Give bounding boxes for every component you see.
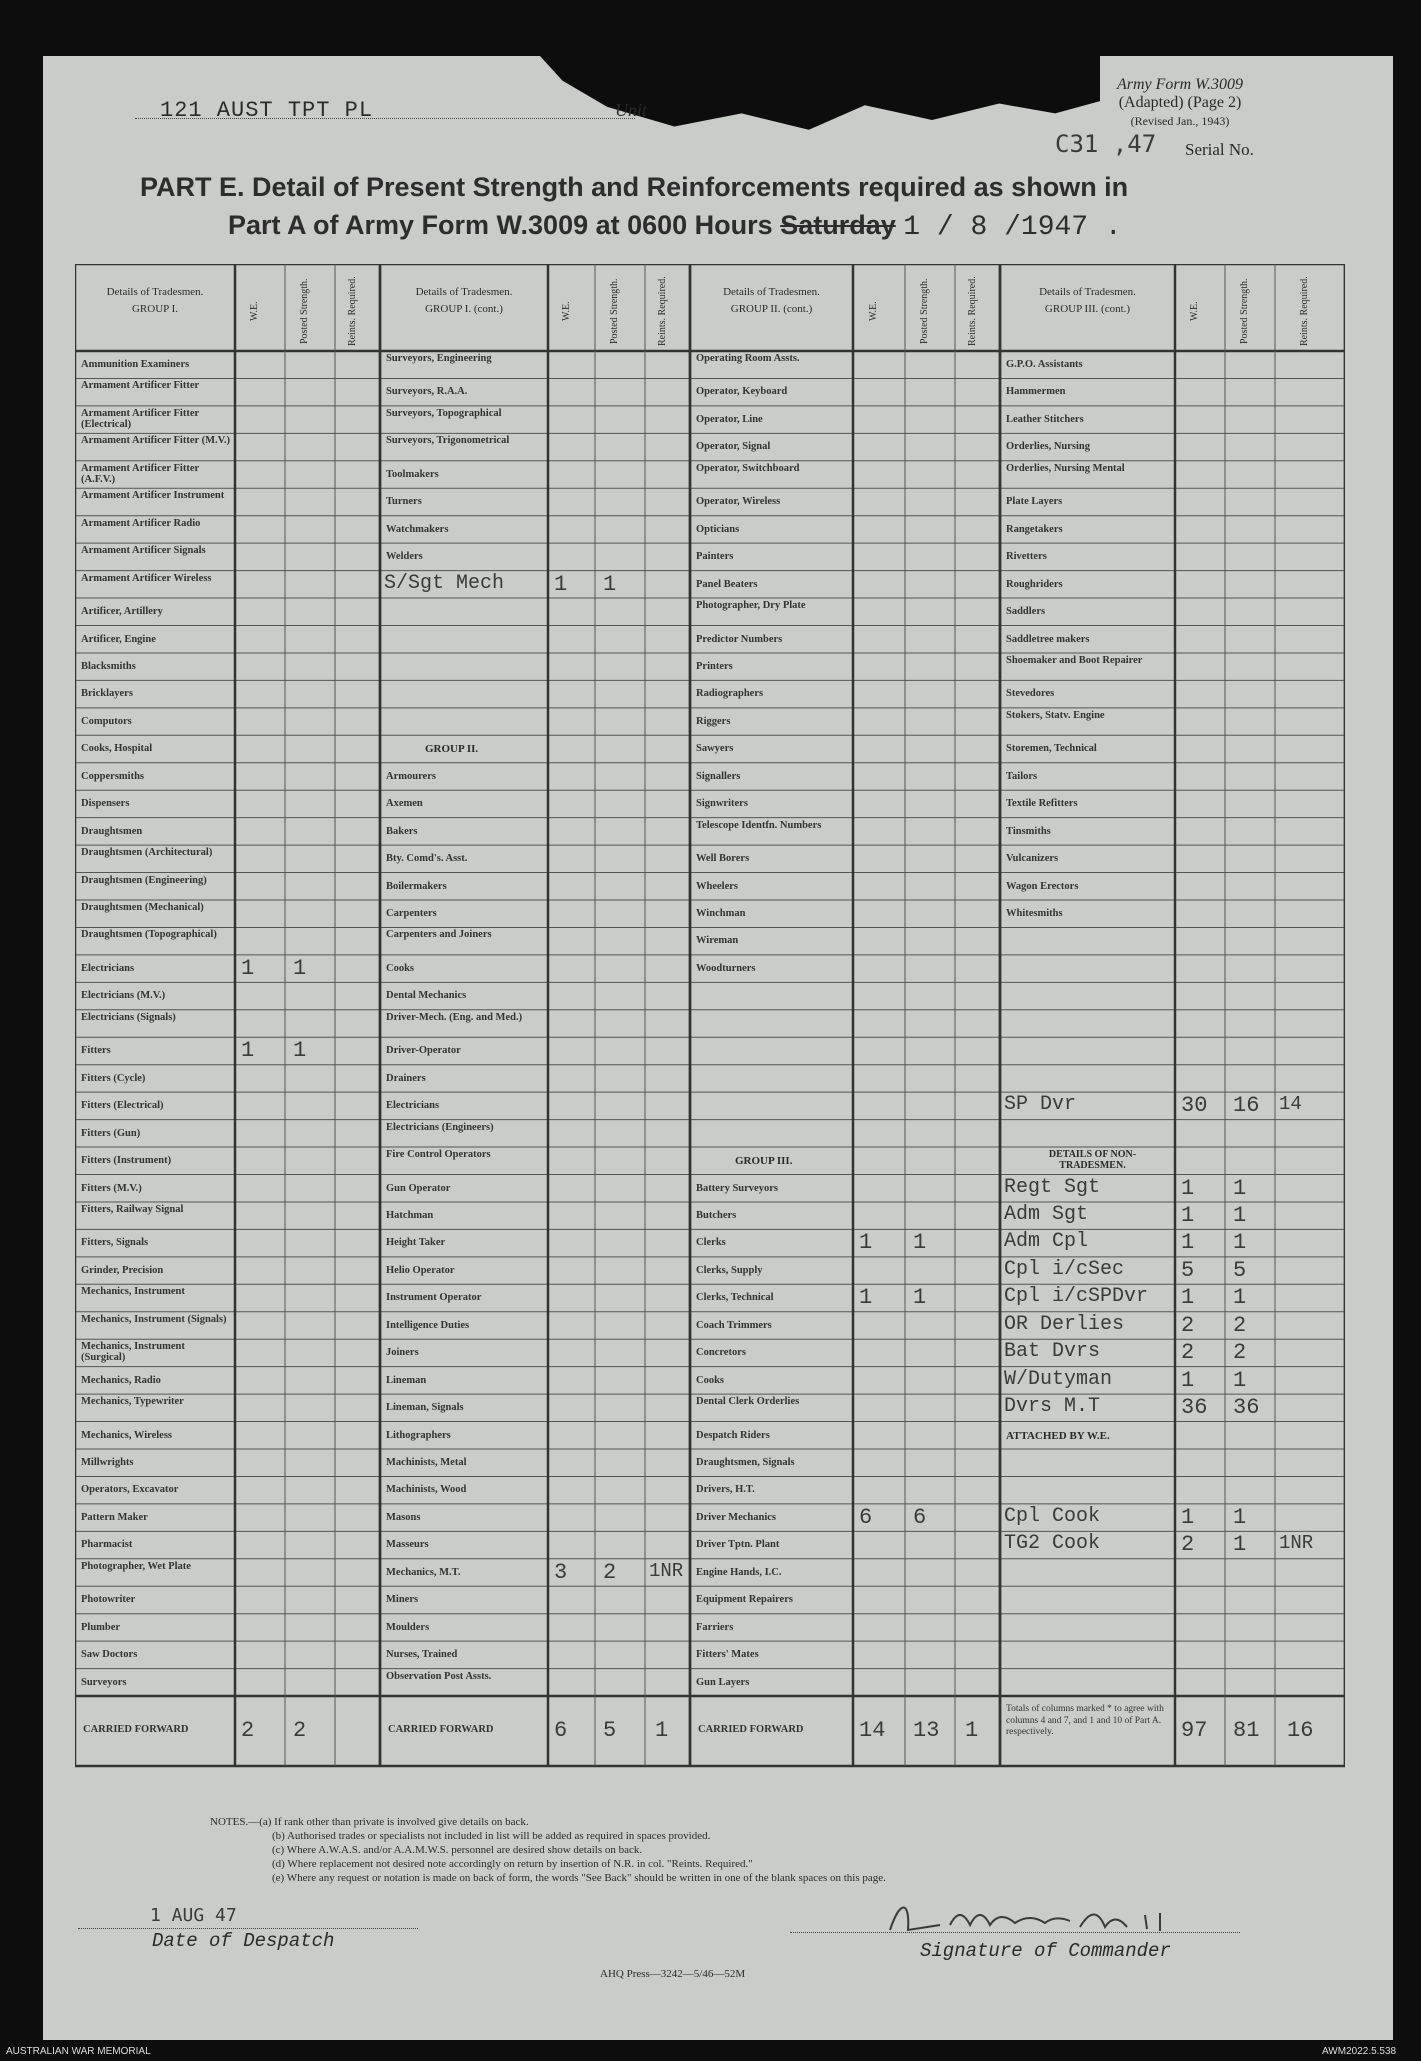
trade-label: Concretors [696, 1347, 746, 1359]
trade-label: Drainers [386, 1072, 426, 1084]
column-header-reinf: Reints. Required. [656, 276, 668, 346]
entry-posted: 2 [1233, 1340, 1247, 1366]
trade-label: Vulcanizers [1006, 853, 1059, 865]
trade-label: Stevedores [1006, 688, 1055, 700]
entry-trade: SP Dvr [1004, 1093, 1077, 1117]
trade-label: Signallers [696, 770, 741, 782]
trade-label: Draughtsmen [81, 825, 143, 837]
column-header-we: W.E. [868, 301, 879, 321]
details-heading: Details of Tradesmen. [415, 286, 513, 298]
trade-label: Photowriter [81, 1594, 136, 1606]
trade-label: Despatch Riders [696, 1429, 770, 1441]
trade-label: Hammermen [1006, 386, 1066, 398]
trade-label: Battery Surveyors [696, 1182, 778, 1194]
trade-label: Opticians [696, 523, 740, 535]
form-revised: (Revised Jan., 1943) [1130, 114, 1230, 128]
trade-label: Fitters (M.V.) [81, 1182, 142, 1194]
despatch-date: 1 AUG 47 [150, 1905, 237, 1926]
trade-label: Predictor Numbers [696, 633, 783, 645]
note-line: (e) Where any request or notation is made on back of form, the words "See Back" should be written in one of the blank spaces on this page. [272, 1872, 886, 1884]
trade-label: Draughtsmen (Mechanical) [81, 902, 204, 913]
entry-posted: 6 [913, 1504, 927, 1530]
form-identifier [1080, 76, 1280, 130]
entry-posted: 1 [293, 955, 307, 981]
entry-we: 1 [1181, 1285, 1195, 1311]
entry-posted: 1 [1233, 1367, 1247, 1393]
trade-label: Well Borers [696, 853, 750, 865]
trade-label: Surveyors, R.A.A. [386, 386, 468, 398]
entry-we: 1 [1181, 1175, 1195, 1201]
total-reinf: 16 [1287, 1718, 1314, 1744]
group-heading: GROUP I. [131, 303, 179, 315]
entry-we: 2 [1181, 1532, 1195, 1558]
details-heading: Details of Tradesmen. [1039, 286, 1136, 298]
entry-reinf: 1NR [1279, 1532, 1314, 1555]
trade-label: Tinsmiths [1006, 825, 1051, 837]
trade-label: Wheelers [696, 880, 738, 892]
trade-label: Operator, Line [696, 413, 763, 425]
trade-label: Driver-Operator [386, 1045, 461, 1057]
note-line: (b) Authorised trades or specialists not included in list will be added as required in spaces provided. [272, 1830, 711, 1842]
trade-label: Carpenters and Joiners [386, 929, 492, 941]
trade-label: Gun Operator [386, 1182, 451, 1194]
trade-label: Driver Tptn. Plant [696, 1539, 780, 1551]
total-reinf: 1 [655, 1718, 669, 1744]
trade-label: Axemen [386, 798, 423, 810]
trade-label: Masseurs [386, 1539, 429, 1551]
column-header-reinf: Reints. Required. [966, 276, 978, 346]
title-prefix: Part A of Army Form W.3009 at 0600 Hours [228, 210, 773, 240]
group-heading: GROUP II. (cont.) [730, 303, 813, 315]
entry-posted: 16 [1233, 1093, 1260, 1119]
entry-posted: 1 [1233, 1504, 1247, 1530]
carried-forward-label: CARRIED FORWARD [698, 1724, 804, 1736]
trade-label: Electricians [81, 962, 135, 974]
trade-label: Mechanics, Instrument (Signals) [81, 1313, 227, 1325]
trade-label: Tailors [1006, 770, 1038, 782]
trade-label: Instrument Operator [386, 1292, 482, 1304]
entry-trade: S/Sgt Mech [384, 571, 505, 595]
trade-label: Electricians (M.V.) [81, 990, 166, 1002]
entry-we: 1 [1181, 1504, 1195, 1530]
entry-posted: 36 [1233, 1395, 1260, 1421]
entry-we: 1 [554, 571, 568, 597]
entry-trade: Regt Sgt [1004, 1175, 1101, 1199]
total-posted: 5 [603, 1718, 617, 1744]
trade-label: Wagon Erectors [1006, 880, 1079, 892]
entry-reinf: 14 [1279, 1093, 1302, 1116]
form-title-line2 [228, 210, 1122, 243]
trade-label: Painters [696, 551, 734, 563]
trade-label: Pattern Maker [81, 1511, 148, 1523]
trade-label: Clerks, Technical [696, 1292, 774, 1304]
trade-label: Fire Control Operators [386, 1149, 491, 1161]
trade-label: Rivetters [1006, 551, 1047, 563]
trade-label: Plate Layers [1006, 496, 1063, 508]
trade-label: Driver-Mech. (Eng. and Med.) [386, 1011, 523, 1023]
entry-posted: 2 [603, 1559, 617, 1585]
trade-label: Surveyors [81, 1676, 127, 1688]
trade-label: Turners [386, 496, 422, 508]
entry-we: 1 [859, 1285, 873, 1311]
trade-label: Armament Artificer Fitter (Electrical) [81, 407, 199, 430]
trade-label: Farriers [696, 1621, 734, 1633]
trade-label: Dispensers [81, 798, 130, 810]
column-header-posted: Posted Strength. [609, 278, 620, 344]
total-posted: 81 [1233, 1718, 1260, 1744]
serial-number: C31 ,47 [1055, 130, 1157, 158]
entry-trade: Bat Dvrs [1004, 1340, 1101, 1364]
trade-label: Lineman, Signals [386, 1402, 464, 1414]
entry-posted: 1 [603, 571, 617, 597]
column-header-details [1008, 286, 1167, 316]
trade-label: Draughtsmen, Signals [696, 1457, 795, 1468]
trade-label: Welders [386, 551, 423, 563]
trade-label: Plumber [81, 1621, 121, 1633]
trade-label: Saddlers [1006, 606, 1046, 618]
signature-label: Signature of Commander [920, 1940, 1171, 1962]
total-posted: 13 [913, 1718, 940, 1744]
trade-label: Mechanics, Instrument (Surgical) [81, 1341, 185, 1364]
trade-label: Fitters, Signals [81, 1237, 149, 1249]
column-header-reinf: Reints. Required. [346, 276, 358, 346]
entry-posted: 5 [1233, 1257, 1247, 1283]
trade-label: Coppersmiths [81, 770, 145, 782]
group-heading: GROUP I. (cont.) [425, 303, 503, 315]
entry-we: 1 [1181, 1367, 1195, 1393]
trade-label: Mechanics, Instrument [81, 1286, 185, 1298]
trade-label: Computors [81, 715, 132, 727]
column-header-we: W.E. [249, 301, 260, 321]
trade-label: Winchman [696, 908, 746, 919]
entry-trade: Cpl i/cSPDvr [1004, 1285, 1149, 1309]
trade-label: Carpenters [386, 908, 437, 919]
trade-label: Coach Trimmers [696, 1319, 772, 1331]
archive-accession: AWM2022.5.538 [1322, 2046, 1397, 2057]
trade-label: Watchmakers [386, 523, 449, 535]
trade-label: Armament Artificer Fitter [81, 380, 200, 392]
group-heading: GROUP III. (cont.) [1044, 303, 1131, 315]
trade-label: Orderlies, Nursing [1006, 441, 1090, 453]
trade-label: Radiographers [696, 688, 764, 700]
trade-label: Moulders [386, 1621, 430, 1633]
trade-label: Telescope Identfn. Numbers [696, 819, 822, 831]
total-posted: 2 [293, 1718, 307, 1744]
trade-label: Fitters (Instrument) [81, 1155, 172, 1167]
entry-we: 1 [1181, 1230, 1195, 1256]
trade-label: Lithographers [386, 1429, 451, 1441]
trade-label: Mechanics, Typewriter [81, 1396, 184, 1408]
form-notes [210, 1815, 886, 1885]
commander-signature [880, 1895, 1200, 1945]
entry-trade: Cpl i/cSec [1004, 1257, 1125, 1281]
trade-label: Engine Hands, I.C. [696, 1566, 782, 1578]
entry-posted: 1 [1233, 1285, 1247, 1311]
entry-we: 3 [554, 1559, 568, 1585]
trade-label: Fitters [81, 1045, 111, 1057]
unit-dotted-line [135, 118, 635, 119]
trade-label: Mechanics, M.T. [386, 1566, 461, 1578]
trade-label: Butchers [696, 1209, 737, 1221]
trade-label: Equipment Repairers [696, 1594, 793, 1606]
form-adapted: (Adapted) (Page 2) [1118, 94, 1242, 111]
trade-label: Cooks [696, 1374, 725, 1386]
trade-label: Operator, Switchboard [696, 462, 800, 474]
trade-label: Toolmakers [386, 468, 439, 480]
trade-label: Photographer, Wet Plate [81, 1560, 191, 1572]
entry-we: 1 [1181, 1202, 1195, 1228]
entry-we: 5 [1181, 1257, 1195, 1283]
trade-label: Armament Artificer Radio [81, 517, 201, 529]
entry-posted: 1 [1233, 1202, 1247, 1228]
trade-label: Photographer, Dry Plate [696, 600, 806, 612]
trade-label: Observation Post Assts. [386, 1670, 492, 1682]
trade-label: Surveyors, Engineering [386, 353, 492, 364]
column-header-posted: Posted Strength. [1239, 278, 1250, 344]
trade-label: Roughriders [1006, 578, 1063, 590]
printer-imprint: AHQ Press—3242—5/46—52M [600, 1968, 746, 1980]
form-title-line1: PART E. Detail of Present Strength and Reinforcements required as shown in [140, 172, 1129, 202]
trade-label: Ammunition Examiners [81, 359, 190, 370]
trade-label: Blacksmiths [81, 660, 136, 672]
trade-label: Clerks, Supply [696, 1264, 763, 1276]
trade-label: Draughtsmen (Architectural) [81, 847, 213, 859]
trade-label: Intelligence Duties [386, 1319, 470, 1331]
struck-day: Saturday [780, 210, 896, 240]
trade-label: Panel Beaters [696, 578, 758, 590]
trade-label: Dental Mechanics [386, 990, 467, 1002]
trade-label: Height Taker [386, 1237, 446, 1249]
trade-label: Cooks, Hospital [81, 743, 153, 755]
trade-label: Cooks [386, 962, 415, 974]
entry-we: 2 [1181, 1340, 1195, 1366]
column-header-posted: Posted Strength. [919, 278, 930, 344]
unit-value: 121 AUST TPT PL [160, 98, 374, 123]
entry-we: 1 [241, 1038, 255, 1064]
details-heading: Details of Tradesmen. [106, 286, 204, 298]
non-tradesmen-heading: DETAILS OF NON-TRADESMEN. [1048, 1149, 1137, 1172]
note-line: (d) Where replacement not desired note accordingly on return by insertion of N.R. in col. "Reints. Required." [272, 1858, 753, 1870]
entry-posted: 1 [1233, 1175, 1247, 1201]
despatch-dotted-line [78, 1928, 418, 1929]
trade-label: Machinists, Wood [386, 1484, 467, 1496]
trade-label: Draughtsmen (Topographical) [81, 929, 217, 941]
total-we: 2 [241, 1718, 255, 1744]
trade-label: Riggers [696, 715, 731, 727]
entry-trade: Dvrs M.T [1004, 1395, 1101, 1419]
signature-dotted-line [790, 1932, 1240, 1933]
trade-label: Operators, Excavator [81, 1484, 179, 1496]
trade-label: Operating Room Assts. [696, 353, 800, 364]
entry-trade: OR Derlies [1004, 1312, 1125, 1336]
trade-label: Storemen, Technical [1006, 743, 1097, 755]
trade-label: Lineman [386, 1374, 427, 1386]
trade-label: Printers [696, 660, 733, 672]
column-header-details [388, 286, 540, 316]
trade-label: Wireman [696, 935, 739, 947]
trade-label: Orderlies, Nursing Mental [1006, 462, 1125, 474]
details-heading: Details of Tradesmen. [723, 286, 820, 298]
trade-label: Grinder, Precision [81, 1264, 164, 1276]
trade-label: Surveyors, Trigonometrical [386, 435, 510, 447]
column-header-we: W.E. [1189, 301, 1200, 321]
trade-label: Electricians (Signals) [81, 1011, 176, 1023]
entry-trade: Cpl Cook [1004, 1504, 1101, 1528]
trade-label: Saddletree makers [1006, 633, 1090, 645]
total-we: 6 [554, 1718, 568, 1744]
carried-forward-label: CARRIED FORWARD [388, 1724, 494, 1736]
trade-label: Saw Doctors [81, 1649, 138, 1661]
trade-label: Fitters, Railway Signal [81, 1203, 184, 1215]
trade-label: Hatchman [386, 1209, 434, 1221]
trade-label: Joiners [386, 1347, 419, 1359]
trade-label: Armament Artificer Wireless [81, 572, 212, 584]
entry-we: 30 [1181, 1093, 1208, 1119]
despatch-label: Date of Despatch [152, 1930, 335, 1952]
trade-label: Artificer, Artillery [81, 606, 163, 618]
attached-heading: ATTACHED BY W.E. [1006, 1429, 1110, 1442]
trade-label: Bty. Comd's. Asst. [386, 853, 468, 865]
trade-label: Fitters (Electrical) [81, 1100, 164, 1112]
trade-label: Armament Artificer Instrument [81, 490, 225, 502]
trade-label: Nurses, Trained [386, 1649, 458, 1661]
total-we: 97 [1181, 1718, 1208, 1744]
trade-label: Boilermakers [386, 880, 447, 892]
trade-label: Fitters (Cycle) [81, 1072, 146, 1084]
total-reinf: 1 [965, 1718, 979, 1744]
column-header-posted: Posted Strength. [299, 278, 310, 344]
trade-label: Clerks [696, 1237, 726, 1249]
trade-label: Fitters' Mates [696, 1649, 759, 1661]
entry-we: 6 [859, 1504, 873, 1530]
trade-label: Miners [386, 1594, 419, 1606]
trade-label: Pharmacist [81, 1539, 133, 1551]
trade-label: Draughtsmen (Engineering) [81, 874, 207, 886]
entry-we: 2 [1181, 1312, 1195, 1338]
return-date: 1 / 8 /1947 . [903, 212, 1122, 243]
trade-label: Masons [386, 1511, 421, 1523]
entry-trade: TG2 Cook [1004, 1532, 1101, 1556]
trade-label: Armament Artificer Fitter (M.V.) [81, 435, 230, 447]
note-line: NOTES.—(a) If rank other than private is involved give details on back. [210, 1816, 529, 1828]
trade-label: Surveyors, Topographical [386, 407, 502, 419]
entry-we: 1 [859, 1230, 873, 1256]
trade-label: Drivers, H.T. [696, 1484, 755, 1496]
group-ii-heading: GROUP II. [425, 743, 479, 756]
trade-label: Millwrights [81, 1457, 134, 1468]
trade-label: Operator, Wireless [696, 496, 781, 508]
trade-label: Operator, Signal [696, 441, 771, 453]
entry-we: 1 [241, 955, 255, 981]
trade-label: Mechanics, Radio [81, 1374, 161, 1386]
entry-trade: W/Dutyman [1004, 1367, 1113, 1391]
trade-label: Machinists, Metal [386, 1457, 467, 1468]
entry-posted: 1 [913, 1285, 927, 1311]
entry-posted: 1 [1233, 1230, 1247, 1256]
trade-label: Gun Layers [696, 1676, 750, 1688]
trade-label: Bakers [386, 825, 418, 837]
archive-credit: AUSTRALIAN WAR MEMORIAL [6, 2046, 151, 2057]
form-name: Army Form W.3009 [1116, 76, 1244, 93]
trade-label: Electricians (Engineers) [386, 1121, 494, 1133]
trade-label: Leather Stitchers [1006, 413, 1084, 425]
trade-label: Artificer, Engine [81, 633, 156, 645]
entry-reinf: 1NR [649, 1559, 684, 1582]
total-we: 14 [859, 1718, 886, 1744]
trade-label: Operator, Keyboard [696, 386, 788, 398]
note-line: (c) Where A.W.A.S. and/or A.A.M.W.S. personnel are desired show details on back. [272, 1844, 643, 1856]
trade-label: Armourers [386, 770, 436, 782]
trade-label: Helio Operator [386, 1264, 455, 1276]
entry-posted: 1 [1233, 1532, 1247, 1558]
entry-posted: 2 [1233, 1312, 1247, 1338]
column-header-details [83, 286, 227, 316]
entry-trade: Adm Sgt [1004, 1202, 1089, 1226]
trade-label: Armament Artificer Fitter (A.F.V.) [81, 462, 199, 485]
column-header-we: W.E. [560, 301, 572, 321]
trade-label: Whitesmiths [1006, 908, 1063, 919]
trade-label: Fitters (Gun) [81, 1127, 141, 1139]
trade-label: Shoemaker and Boot Repairer [1006, 654, 1143, 666]
entry-we: 36 [1181, 1395, 1208, 1421]
trade-label: Stokers, Statv. Engine [1006, 709, 1105, 721]
trade-label: Bricklayers [81, 688, 133, 700]
trade-label: Woodturners [696, 962, 756, 974]
trade-label: Mechanics, Wireless [81, 1429, 172, 1441]
column-header-reinf: Reints. Required. [1299, 276, 1310, 346]
entry-posted: 1 [293, 1038, 307, 1064]
unit-caption: Unit [615, 100, 648, 120]
trade-label: G.P.O. Assistants [1006, 359, 1083, 370]
trade-label: Driver Mechanics [696, 1511, 776, 1523]
trade-label: Textile Refitters [1006, 798, 1078, 810]
trade-label: Rangetakers [1006, 523, 1063, 535]
trade-label: Electricians [386, 1100, 440, 1112]
entry-posted: 1 [913, 1230, 927, 1256]
entry-trade: Adm Cpl [1004, 1230, 1089, 1254]
column-header-details [698, 286, 845, 316]
trade-label: Armament Artificer Signals [81, 545, 206, 557]
serial-label: Serial No. [1185, 140, 1254, 159]
carried-forward-label: CARRIED FORWARD [83, 1724, 189, 1736]
totals-note: Totals of columns marked * to agree with columns 4 and 7, and 1 and 10 of Part A. respectively. [1006, 1704, 1164, 1738]
trade-label: Signwriters [696, 798, 748, 810]
trade-label: Sawyers [696, 743, 734, 755]
group-iii-heading: GROUP III. [735, 1155, 793, 1168]
trade-label: Dental Clerk Orderlies [696, 1396, 800, 1408]
